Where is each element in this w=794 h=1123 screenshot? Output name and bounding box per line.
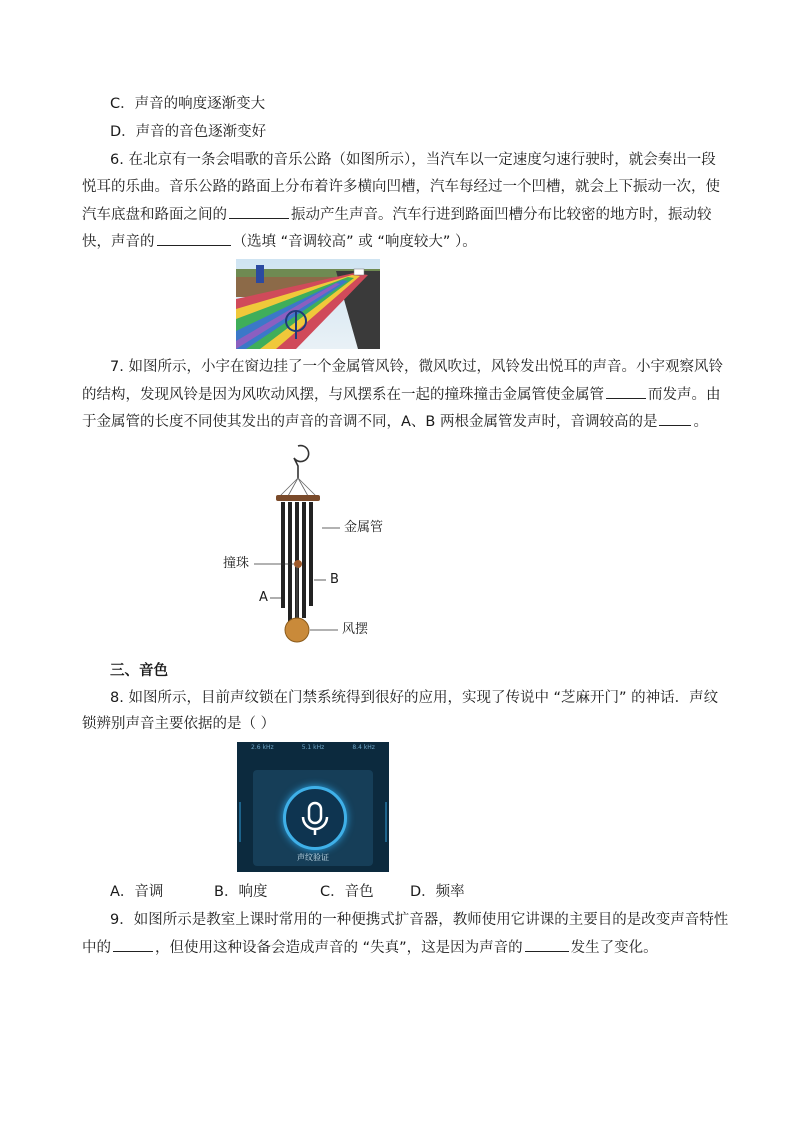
q8-option-b[interactable]: B．响度 xyxy=(214,884,268,900)
q7-line3-start: 于金属管的长度不同使其发出的声音的音调不同，A、B 两根金属管发声时，音调较高的是 xyxy=(82,414,658,430)
q7-line2-start: 的结构，发现风铃是因为风吹动风摆，与风摆系在一起的撞珠撞击金属管使金属管 xyxy=(82,387,604,403)
q6-line4-start: 快，声音的 xyxy=(82,234,155,250)
q9-line2-start: 中的 xyxy=(82,940,111,956)
tube-b xyxy=(309,502,313,606)
q7-line3-end: 。 xyxy=(693,414,708,430)
q6-line3-end: 振动产生声音。汽车行进到路面凹槽分布比较密的地方时，振动较 xyxy=(291,207,712,223)
freq-tick-2: 5.1 kHz xyxy=(301,744,325,751)
voiceprint-lock-image xyxy=(237,742,389,872)
q8-options xyxy=(110,882,465,902)
label-pendulum: 风摆 xyxy=(342,622,369,637)
q9-blank-2[interactable] xyxy=(525,937,569,952)
tube-a xyxy=(281,502,285,608)
label-tube-a: A xyxy=(259,590,268,605)
q8-option-c[interactable]: C．音色 xyxy=(320,884,374,900)
q7-line3 xyxy=(82,411,708,432)
music-road-photo xyxy=(236,259,380,349)
q8-option-a[interactable]: A．音调 xyxy=(110,884,164,900)
q7-line2-end: 而发声。由 xyxy=(648,387,721,403)
label-bead: 撞珠 xyxy=(223,556,250,571)
q6-line1: 6. 在北京有一条会唱歌的音乐公路（如图所示），当汽车以一定速度匀速行驶时，就会奏出一段 xyxy=(110,152,716,168)
q7-blank-2[interactable] xyxy=(659,411,691,426)
q8-line1: 8. 如图所示，目前声纹锁在门禁系统得到很好的应用，实现了传说中 “芝麻开门” 的神话．声纹 xyxy=(110,690,719,706)
q6-line4-end: （选填 “音调较高” 或 “响度较大” ）。 xyxy=(232,234,477,250)
q9-line2-end: 发生了变化。 xyxy=(570,940,658,956)
q6-line2: 悦耳的乐曲。音乐公路的路面上分布着许多横向凹槽，汽车每经过一个凹槽，就会上下振动一次，使 xyxy=(82,179,720,195)
label-tube-b: B xyxy=(330,572,339,587)
q5-option-d: D．声音的音色逐渐变好 xyxy=(110,124,267,140)
q8-option-d[interactable]: D．频率 xyxy=(410,884,465,900)
freq-tick-1: 2.6 kHz xyxy=(251,744,274,751)
q6-line3-start: 汽车底盘和路面之间的 xyxy=(82,207,227,223)
q9-line2-mid: ，但使用这种设备会造成声音的 “失真”，这是因为声音的 xyxy=(155,940,523,956)
q6-blank-1[interactable] xyxy=(229,204,289,219)
q7-blank-1[interactable] xyxy=(606,384,646,399)
q7-line2 xyxy=(82,384,721,405)
microphone-icon xyxy=(283,786,347,850)
q6-blank-2[interactable] xyxy=(157,231,231,246)
q6-line4 xyxy=(82,231,477,252)
label-metal-tube: 金属管 xyxy=(344,520,384,535)
striker-bead xyxy=(294,560,302,568)
section-title: 三、音色 xyxy=(110,663,168,679)
q9-blank-1[interactable] xyxy=(113,937,153,952)
q7-line1: 7. 如图所示，小宇在窗边挂了一个金属管风铃，微风吹过，风铃发出悦耳的声音。小宇观察风铃 xyxy=(110,359,723,375)
q5-option-c: C．声音的响度逐渐变大 xyxy=(110,96,266,112)
q9-line2 xyxy=(82,937,658,958)
wooden-top-ring xyxy=(276,495,320,501)
q8-line2: 锁辨别声音主要依据的是（ ） xyxy=(82,716,276,732)
hook-icon xyxy=(294,446,309,478)
freq-tick-3: 8.4 kHz xyxy=(352,744,375,751)
voiceprint-caption: 声纹验证 xyxy=(297,853,329,862)
wind-sail xyxy=(285,618,309,642)
q6-line3 xyxy=(82,204,712,225)
q9-line1: 9．如图所示是教室上课时常用的一种便携式扩音器，教师使用它讲课的主要目的是改变声音特性 xyxy=(110,912,729,928)
